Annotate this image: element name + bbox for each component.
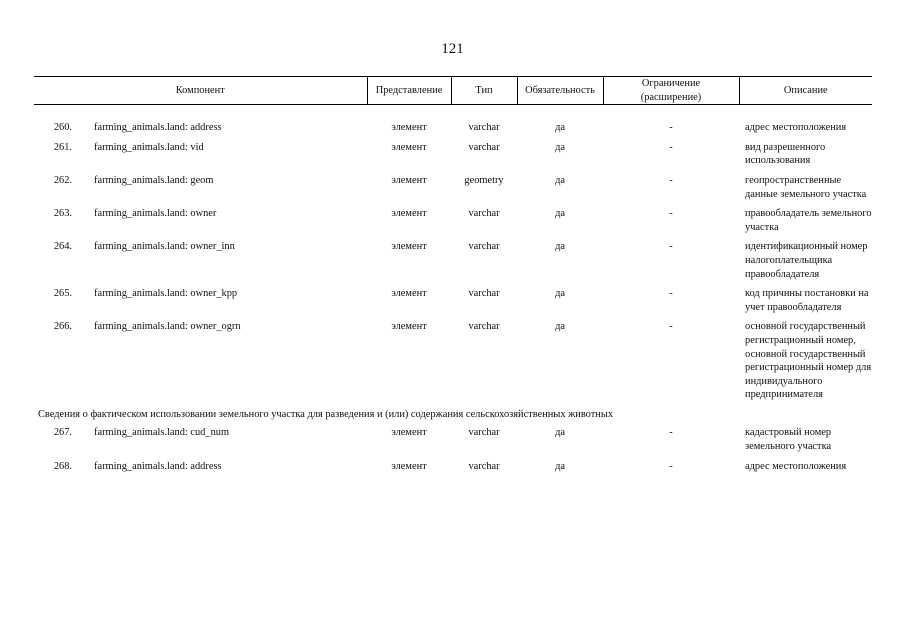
row-component: farming_animals.land: owner_inn [94, 241, 235, 253]
row-type: geometry [464, 174, 504, 186]
row-restriction: - [669, 174, 673, 186]
row-number: 261. [53, 141, 72, 153]
row-number: 263. [53, 208, 72, 220]
table-row [34, 460, 872, 480]
row-restriction: - [669, 122, 673, 134]
table-row [34, 141, 872, 174]
row-representation: элемент [391, 174, 427, 186]
row-representation: элемент [391, 427, 427, 439]
header-restriction-line2: (расширение) [640, 91, 702, 103]
row-description: вид разрешенного использования [745, 141, 826, 167]
header-mandatory: Обязательность [517, 77, 603, 105]
row-representation: элемент [391, 321, 427, 333]
header-component: Компонент [34, 77, 367, 105]
row-restriction: - [669, 288, 673, 300]
section-row [34, 408, 872, 427]
header-restriction-line1: Ограничение [641, 78, 701, 89]
row-description: основной государственный регистрационный номер, основной государственный регистрационный номер для индивидуального предпринимателя [745, 321, 872, 401]
row-representation: элемент [391, 460, 427, 472]
table-row [34, 174, 872, 207]
row-description: идентификационный номер налогоплательщика правообладателя [745, 241, 868, 280]
row-description: правообладатель земельного участка [745, 208, 872, 233]
row-description: геопространственные данные земельного участка [745, 174, 867, 200]
row-component: farming_animals.land: owner_kpp [94, 288, 238, 300]
row-restriction: - [669, 321, 673, 333]
row-component: farming_animals.land: owner_ogrn [94, 321, 241, 333]
row-description: адрес местоположения [745, 122, 847, 134]
row-type: varchar [468, 427, 500, 439]
row-restriction: - [669, 460, 673, 472]
row-component: farming_animals.land: address [94, 460, 222, 472]
row-number: 262. [53, 174, 72, 186]
table-header-row [34, 77, 872, 105]
row-restriction: - [669, 241, 673, 253]
row-type: varchar [468, 208, 500, 220]
row-number: 266. [53, 321, 72, 333]
row-number: 264. [53, 241, 72, 253]
row-component: farming_animals.land: vid [94, 141, 204, 153]
table-row [34, 426, 872, 459]
header-representation: Представление [367, 77, 451, 105]
section-title: Сведения о фактическом использовании земельного участка для разведения и (или) содержания сельскохозяйственных животных [38, 408, 614, 420]
row-component: farming_animals.land: owner [94, 208, 217, 220]
row-description: код причины постановки на учет правообладателя [745, 288, 869, 313]
table-row [34, 121, 872, 141]
row-number: 267. [53, 427, 72, 439]
row-mandatory: да [555, 288, 565, 300]
row-type: varchar [468, 122, 500, 134]
row-representation: элемент [391, 122, 427, 134]
row-number: 260. [53, 122, 72, 134]
row-mandatory: да [555, 122, 565, 134]
row-type: varchar [468, 288, 500, 300]
row-restriction: - [669, 141, 673, 153]
row-representation: элемент [391, 241, 427, 253]
row-type: varchar [468, 241, 500, 253]
header-type: Тип [451, 77, 517, 105]
row-description: адрес местоположения [745, 460, 847, 472]
header-spacer [34, 105, 872, 122]
page-number: 121 [441, 41, 464, 57]
header-description: Описание [739, 77, 872, 105]
row-restriction: - [669, 427, 673, 439]
row-component: farming_animals.land: cud_num [94, 427, 230, 439]
row-mandatory: да [555, 208, 565, 220]
specification-table [34, 76, 872, 479]
row-representation: элемент [391, 141, 427, 153]
row-mandatory: да [555, 241, 565, 253]
row-description: кадастровый номер земельного участка [745, 427, 832, 453]
row-component: farming_animals.land: geom [94, 174, 214, 186]
row-type: varchar [468, 460, 500, 472]
row-mandatory: да [555, 321, 565, 333]
row-component: farming_animals.land: address [94, 122, 222, 134]
row-representation: элемент [391, 208, 427, 220]
row-type: varchar [468, 321, 500, 333]
table-row [34, 287, 872, 320]
row-number: 265. [53, 288, 72, 300]
table-row [34, 320, 872, 408]
row-mandatory: да [555, 427, 565, 439]
row-mandatory: да [555, 460, 565, 472]
row-representation: элемент [391, 288, 427, 300]
row-mandatory: да [555, 174, 565, 186]
table-row [34, 207, 872, 240]
table-row [34, 240, 872, 287]
row-type: varchar [468, 141, 500, 153]
header-restriction [603, 77, 739, 105]
row-number: 268. [53, 460, 72, 472]
row-restriction: - [669, 208, 673, 220]
row-mandatory: да [555, 141, 565, 153]
